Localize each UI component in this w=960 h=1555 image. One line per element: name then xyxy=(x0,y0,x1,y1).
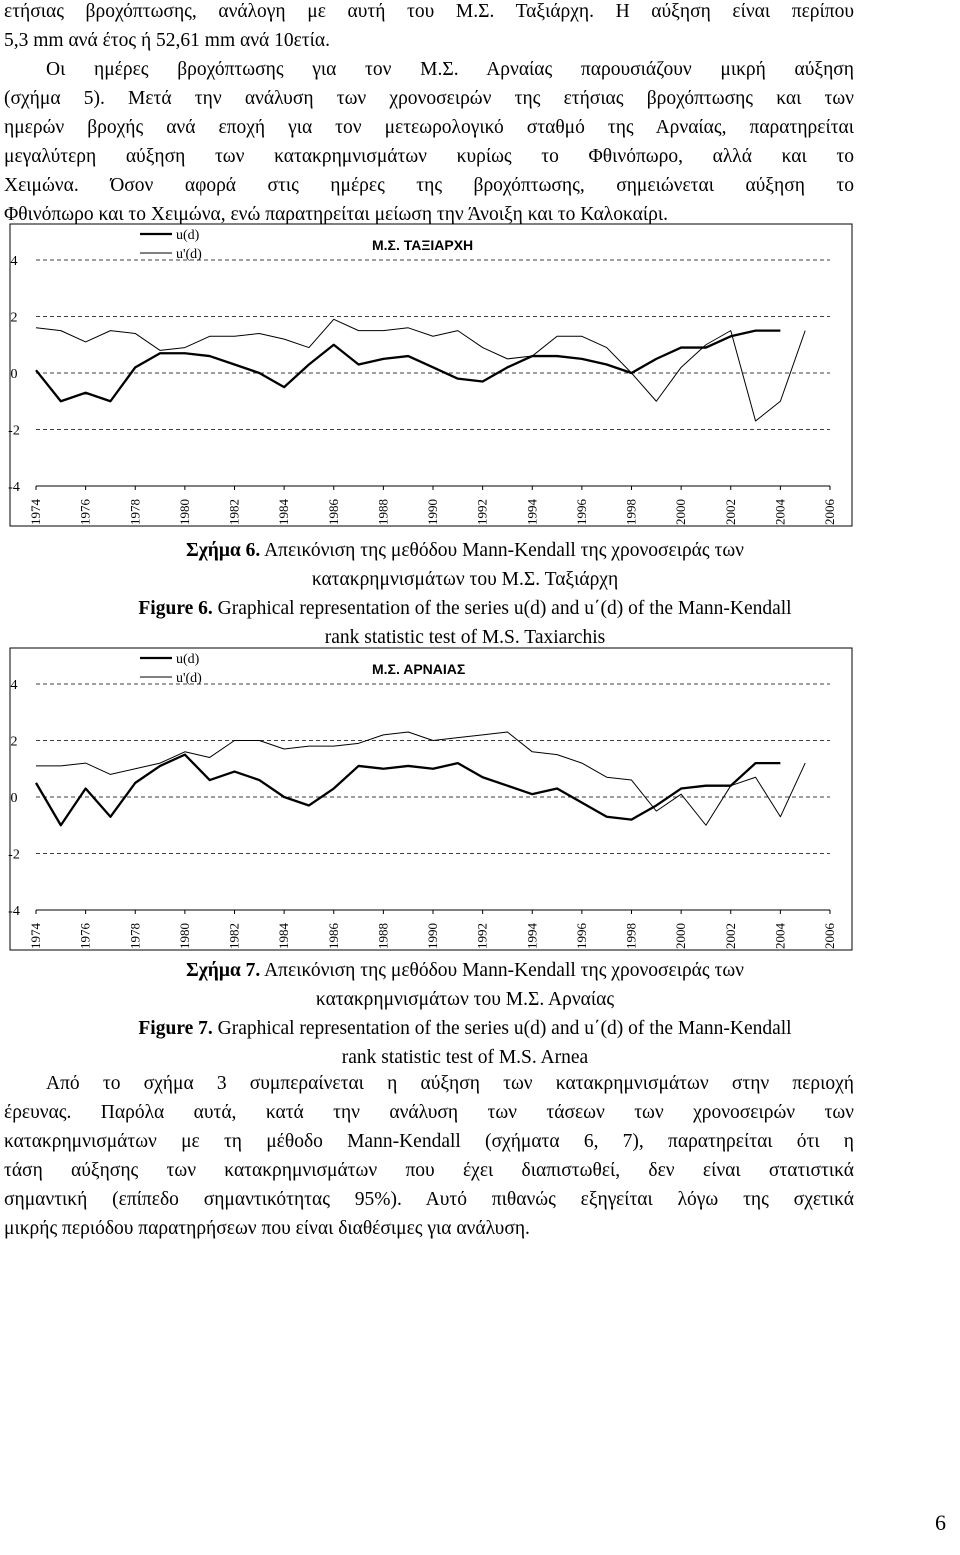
x-tick-label: 1986 xyxy=(325,923,341,949)
y-tick-label: 2 xyxy=(10,734,18,750)
x-tick-label: 1998 xyxy=(623,923,639,949)
figure6-caption xyxy=(80,536,850,652)
y-tick-label: 4 xyxy=(10,678,18,693)
y-tick-label: 2 xyxy=(10,310,18,326)
caption-text: κατακρημνισμάτων του Μ.Σ. Ταξιάρχη xyxy=(311,569,619,590)
x-tick-label: 1990 xyxy=(425,923,440,949)
y-tick-label: 0 xyxy=(10,367,18,382)
x-tick-label: 1980 xyxy=(176,923,192,949)
caption-text: Graphical representation of the series u(d) and u΄(d) of the Mann-Kendall xyxy=(217,598,792,619)
x-tick-label: 1988 xyxy=(375,499,391,525)
text-line: Φθινόπωρο και το Χειμώνα, ενώ παρατηρείται μείωση την Άνοιξη και το Καλοκαίρι. xyxy=(4,204,668,225)
caption-label: Σχήμα 6. xyxy=(186,540,261,561)
legend-label: u'(d) xyxy=(176,247,202,262)
x-tick-label: 1996 xyxy=(573,923,589,949)
text-line: σημαντική (επίπεδο σημαντικότητας 95%). Αυτό πιθανώς εξηγείται λόγω της σχετικά xyxy=(4,1189,854,1210)
text-line: μικρής περιόδου παρατηρήσεων που είναι διαθέσιμες για ανάλυση. xyxy=(4,1218,530,1239)
chart-taxiarchis xyxy=(0,222,960,532)
x-tick-label: 1974 xyxy=(28,923,43,949)
legend-label: u'(d) xyxy=(176,671,202,686)
x-tick-label: 1976 xyxy=(77,499,93,525)
x-tick-label: 1990 xyxy=(425,499,440,525)
caption-text: Απεικόνιση της μεθόδου Mann-Kendall της χρονοσειράς των xyxy=(264,960,744,981)
top-paragraph xyxy=(4,0,854,229)
caption-text: Απεικόνιση της μεθόδου Mann-Kendall της χρονοσειράς των xyxy=(264,540,744,561)
x-tick-label: 2004 xyxy=(772,923,788,949)
y-tick-label: -2 xyxy=(8,423,20,439)
x-tick-label: 1984 xyxy=(276,499,292,525)
x-tick-label: 2006 xyxy=(822,499,837,525)
text-line: Χειμώνα. Όσον αφορά στις ημέρες της βροχόπτωσης, σημειώνεται αύξηση το xyxy=(4,175,854,196)
x-tick-label: 1982 xyxy=(226,923,242,949)
x-tick-label: 1994 xyxy=(524,499,540,525)
text-line: (σχήμα 5). Μετά την ανάλυση των χρονοσειρών της ετήσιας βροχόπτωσης και των xyxy=(4,88,854,109)
y-tick-label: -4 xyxy=(8,480,20,495)
bottom-paragraph xyxy=(4,1069,854,1243)
page-number: 6 xyxy=(935,1510,946,1535)
caption-text: κατακρημνισμάτων του Μ.Σ. Αρναίας xyxy=(315,989,615,1010)
caption-label: Σχήμα 7. xyxy=(186,960,261,981)
x-tick-label: 1982 xyxy=(226,499,242,525)
x-tick-label: 1984 xyxy=(276,923,292,949)
series-line-u xyxy=(36,331,780,402)
y-tick-label: 4 xyxy=(10,254,18,269)
text-line: Από το σχήμα 3 συμπεραίνεται η αύξηση των κατακρημνισμάτων στην περιοχή xyxy=(46,1073,854,1094)
caption-text: rank statistic test of M.S. Arnea xyxy=(341,1047,589,1068)
x-tick-label: 2000 xyxy=(673,923,689,949)
x-tick-label: 1998 xyxy=(623,499,639,525)
series-line-u-prime xyxy=(36,319,805,421)
text-line: μεγαλύτερη αύξηση των κατακρημνισμάτων κυρίως το Φθινόπωρο, αλλά και το xyxy=(4,146,854,167)
x-tick-label: 1976 xyxy=(77,923,93,949)
caption-text: rank statistic test of M.S. Taxiarchis xyxy=(324,627,606,648)
text-line: ετήσιας βροχόπτωσης, ανάλογη με αυτή του Μ.Σ. Ταξιάρχη. Η αύξηση είναι περίπου xyxy=(4,1,854,22)
text-line: 5,3 mm ανά έτος ή 52,61 mm ανά 10ετία. xyxy=(4,30,330,51)
x-tick-label: 2000 xyxy=(673,499,689,525)
text-line: έρευνας. Παρόλα αυτά, κατά την ανάλυση των τάσεων των χρονοσειρών των xyxy=(4,1102,854,1123)
chart-title: Μ.Σ. ΤΑΞΙΑΡΧΗ xyxy=(372,237,474,253)
x-tick-label: 1980 xyxy=(176,499,192,525)
series-line-u xyxy=(36,755,780,826)
y-tick-label: 0 xyxy=(10,791,18,806)
x-tick-label: 2002 xyxy=(722,923,738,949)
text-line: ημερών βροχής ανά εποχή για τον μετεωρολογικό σταθμό της Αρναίας, παρατηρείται xyxy=(4,117,854,138)
x-tick-label: 2004 xyxy=(772,499,788,525)
text-line: Οι ημέρες βροχόπτωσης για τον Μ.Σ. Αρναίας παρουσιάζουν μικρή αύξηση xyxy=(46,59,854,80)
text-line: τάση αύξησης των κατακρημνισμάτων που έχει διαπιστωθεί, δεν είναι στατιστικά xyxy=(4,1160,854,1181)
legend-label: u(d) xyxy=(176,652,200,667)
x-tick-label: 1994 xyxy=(524,923,540,949)
x-tick-label: 2006 xyxy=(822,923,837,949)
x-tick-label: 1978 xyxy=(127,923,143,949)
y-tick-label: -2 xyxy=(8,847,20,863)
caption-label: Figure 6. xyxy=(138,598,213,619)
chart-title: Μ.Σ. ΑΡΝΑΙΑΣ xyxy=(372,661,466,677)
x-tick-label: 1992 xyxy=(474,499,490,525)
x-tick-label: 1978 xyxy=(127,499,143,525)
x-tick-label: 1988 xyxy=(375,923,391,949)
text-line: κατακρημνισμάτων με τη μέθοδο Mann-Kendall (σχήματα 6, 7), παρατηρείται ότι η xyxy=(4,1131,854,1152)
series-line-u-prime xyxy=(36,732,805,825)
chart-frame xyxy=(10,648,852,950)
x-tick-label: 1996 xyxy=(573,499,589,525)
legend-label: u(d) xyxy=(176,228,200,243)
x-tick-label: 2002 xyxy=(722,499,738,525)
chart-frame xyxy=(10,224,852,526)
x-tick-label: 1974 xyxy=(28,499,43,525)
y-tick-label: -4 xyxy=(8,904,20,919)
caption-text: Graphical representation of the series u(d) and u΄(d) of the Mann-Kendall xyxy=(217,1018,792,1039)
figure7-caption xyxy=(80,956,850,1072)
x-tick-label: 1992 xyxy=(474,923,490,949)
x-tick-label: 1986 xyxy=(325,499,341,525)
caption-label: Figure 7. xyxy=(138,1018,213,1039)
chart-arnea xyxy=(0,646,960,956)
